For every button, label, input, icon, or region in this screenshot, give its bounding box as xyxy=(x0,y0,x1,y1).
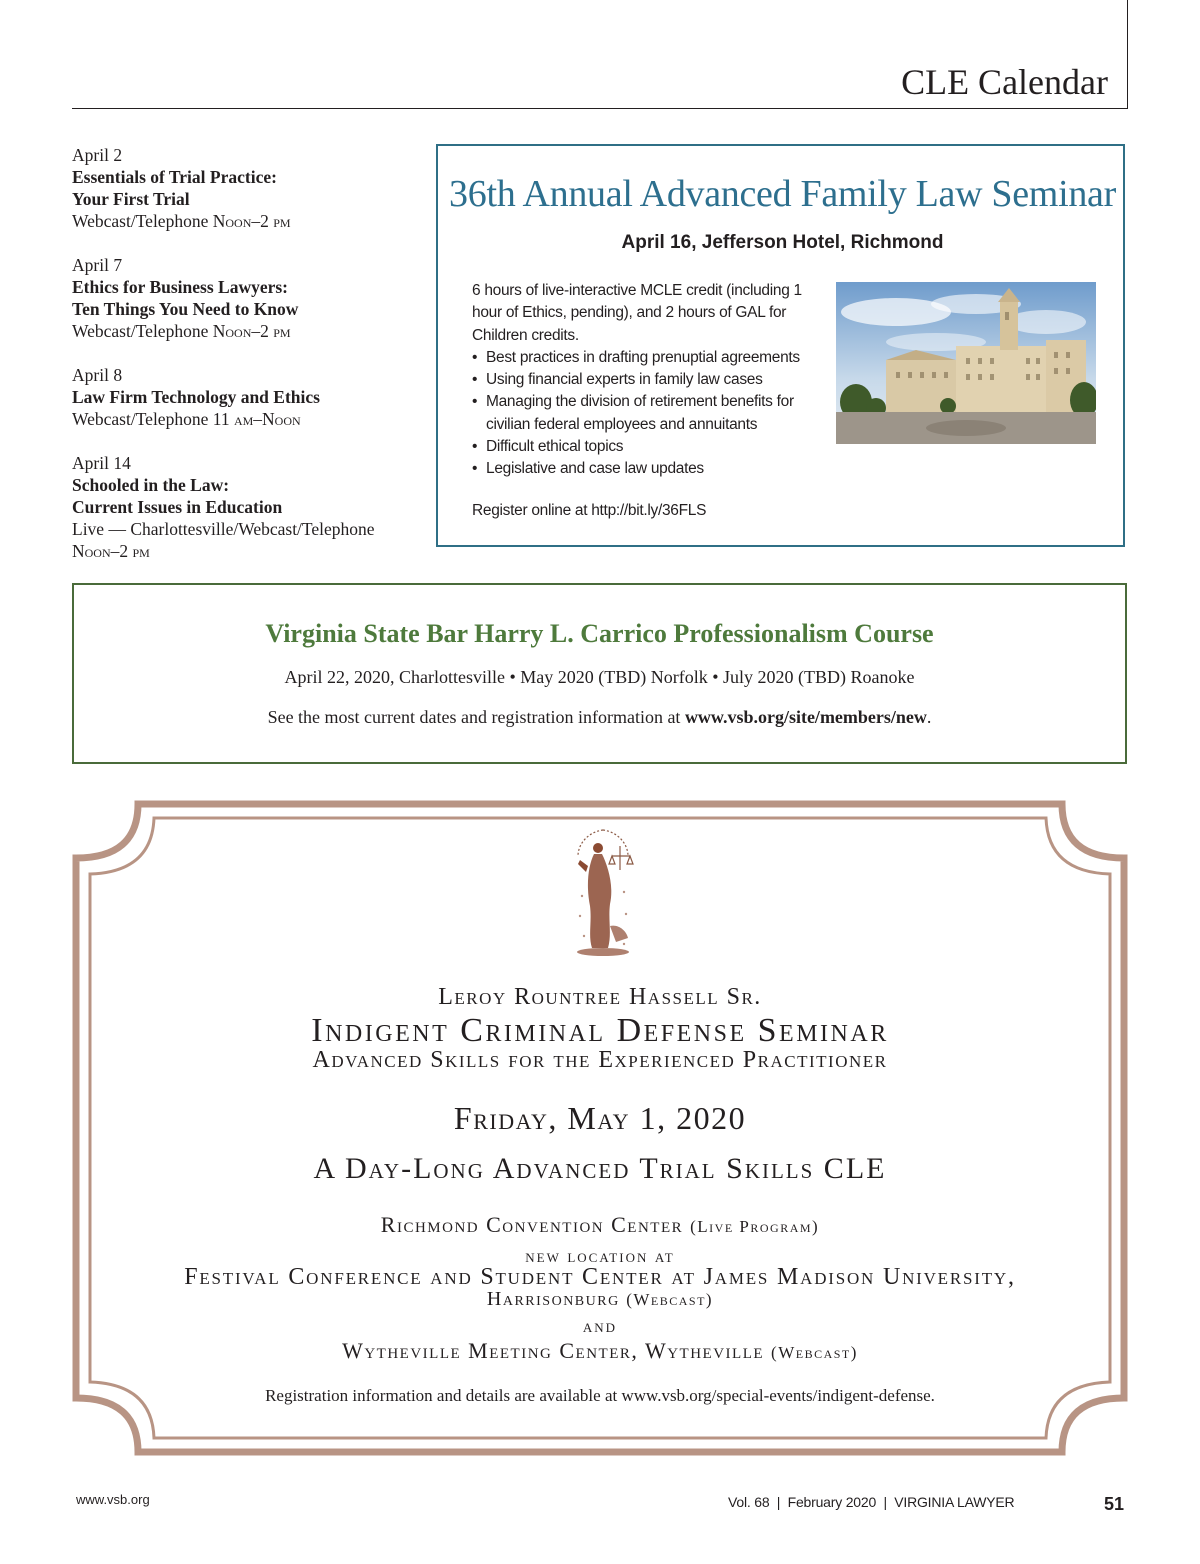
indigent-tagline: A Day-Long Advanced Trial Skills CLE xyxy=(313,1152,887,1185)
event-date: April 14 xyxy=(72,453,131,473)
event-title-line: Schooled in the Law: xyxy=(72,475,230,495)
event-title-line: Law Firm Technology and Ethics xyxy=(72,387,320,407)
venue-city: Harrisonburg xyxy=(486,1288,620,1310)
calendar-event xyxy=(72,452,422,562)
carrico-dates: April 22, 2020, Charlottesville • May 2020 (TBD) Norfolk • July 2020 (TBD) Roanoke xyxy=(284,667,915,687)
header-vertical-rule xyxy=(1127,0,1128,109)
cle-calendar-list xyxy=(72,144,422,584)
family-law-topics xyxy=(472,347,820,481)
venue-name: Wytheville Meeting Center, Wytheville xyxy=(342,1338,765,1363)
family-law-description xyxy=(472,280,820,481)
event-time: Noon–2 pm xyxy=(212,211,291,231)
calendar-event xyxy=(72,364,422,430)
venue-note: (Webcast) xyxy=(771,1343,858,1362)
indigent-subtitle: Advanced Skills for the Experienced Practitioner xyxy=(312,1047,888,1073)
list-item: • Managing the division of retirement benefits for civilian federal employees and annuitants xyxy=(472,391,820,436)
venue-note: (Webcast) xyxy=(626,1290,714,1309)
indigent-venue-3 xyxy=(72,1338,1128,1364)
family-law-seminar-box xyxy=(436,144,1125,547)
family-law-title: 36th Annual Advanced Family Law Seminar xyxy=(449,173,1116,215)
carrico-info-suffix: . xyxy=(926,707,932,727)
carrico-info-text: See the most current dates and registration information at xyxy=(267,707,685,727)
event-date: April 2 xyxy=(72,145,123,165)
carrico-info xyxy=(74,707,1125,728)
jefferson-hotel-photo xyxy=(836,282,1096,444)
indigent-venue-1 xyxy=(72,1212,1128,1238)
calendar-event xyxy=(72,254,422,342)
venue-name: Richmond Convention Center xyxy=(380,1212,684,1237)
event-time: Noon–2 pm xyxy=(212,321,291,341)
event-title-line: Ethics for Business Lawyers: xyxy=(72,277,289,297)
carrico-link[interactable]: www.vsb.org/site/members/new xyxy=(684,707,927,727)
indigent-and: and xyxy=(582,1316,618,1336)
indigent-honoree: Leroy Rountree Hassell Sr. xyxy=(438,984,762,1010)
carrico-course-box xyxy=(72,583,1127,764)
footer-url[interactable]: www.vsb.org xyxy=(76,1492,150,1507)
carrico-title: Virginia State Bar Harry L. Carrico Professionalism Course xyxy=(265,619,934,648)
indigent-venue-2-city xyxy=(72,1288,1128,1311)
family-law-register-link[interactable]: Register online at http://bit.ly/36FLS xyxy=(472,502,707,519)
event-date: April 7 xyxy=(72,255,123,275)
family-law-intro: 6 hours of live-interactive MCLE credit (including 1 hour of Ethics, pending), and 2 hours of GAL for Children credits. xyxy=(472,282,802,344)
event-title-line: Essentials of Trial Practice: xyxy=(72,167,277,187)
event-title-line: Current Issues in Education xyxy=(72,497,283,517)
calendar-event xyxy=(72,144,422,232)
event-format-text: Webcast/Telephone xyxy=(72,321,213,341)
event-format-text: Webcast/Telephone xyxy=(72,409,213,429)
event-format xyxy=(72,320,422,342)
event-format-text: Webcast/Telephone xyxy=(72,211,213,231)
venue-note: (Live Program) xyxy=(690,1217,820,1236)
footer-issue-info: Vol. 68 | February 2020 | VIRGINIA LAWYER xyxy=(728,1494,1015,1510)
page-title: CLE Calendar xyxy=(901,62,1108,102)
indigent-registration: Registration information and details are available at www.vsb.org/special-events/indigent-defense. xyxy=(265,1386,935,1405)
event-title-line: Ten Things You Need to Know xyxy=(72,299,299,319)
event-format xyxy=(72,210,422,232)
list-item: • Using financial experts in family law cases xyxy=(472,369,820,391)
family-law-subtitle: April 16, Jefferson Hotel, Richmond xyxy=(621,232,944,253)
list-item: • Legislative and case law updates xyxy=(472,458,820,480)
event-time: 11 am–Noon xyxy=(212,409,301,429)
list-item: • Difficult ethical topics xyxy=(472,436,820,458)
indigent-venue-2: Festival Conference and Student Center at James Madison University, xyxy=(184,1264,1016,1290)
virginia-seal-figure xyxy=(568,826,638,958)
event-format-text: Live — Charlottesville/Webcast/Telephone xyxy=(72,519,375,539)
event-format xyxy=(72,408,422,430)
header-rule xyxy=(72,108,1128,109)
indigent-title: Indigent Criminal Defense Seminar xyxy=(311,1012,889,1049)
indigent-new-location: new location at xyxy=(525,1246,675,1266)
page-number: 51 xyxy=(1104,1494,1125,1514)
event-title-line: Your First Trial xyxy=(72,189,190,209)
event-date: April 8 xyxy=(72,365,123,385)
event-time: Noon–2 pm xyxy=(72,541,150,561)
indigent-date: Friday, May 1, 2020 xyxy=(453,1100,747,1136)
list-item: • Best practices in drafting prenuptial agreements xyxy=(472,347,820,369)
